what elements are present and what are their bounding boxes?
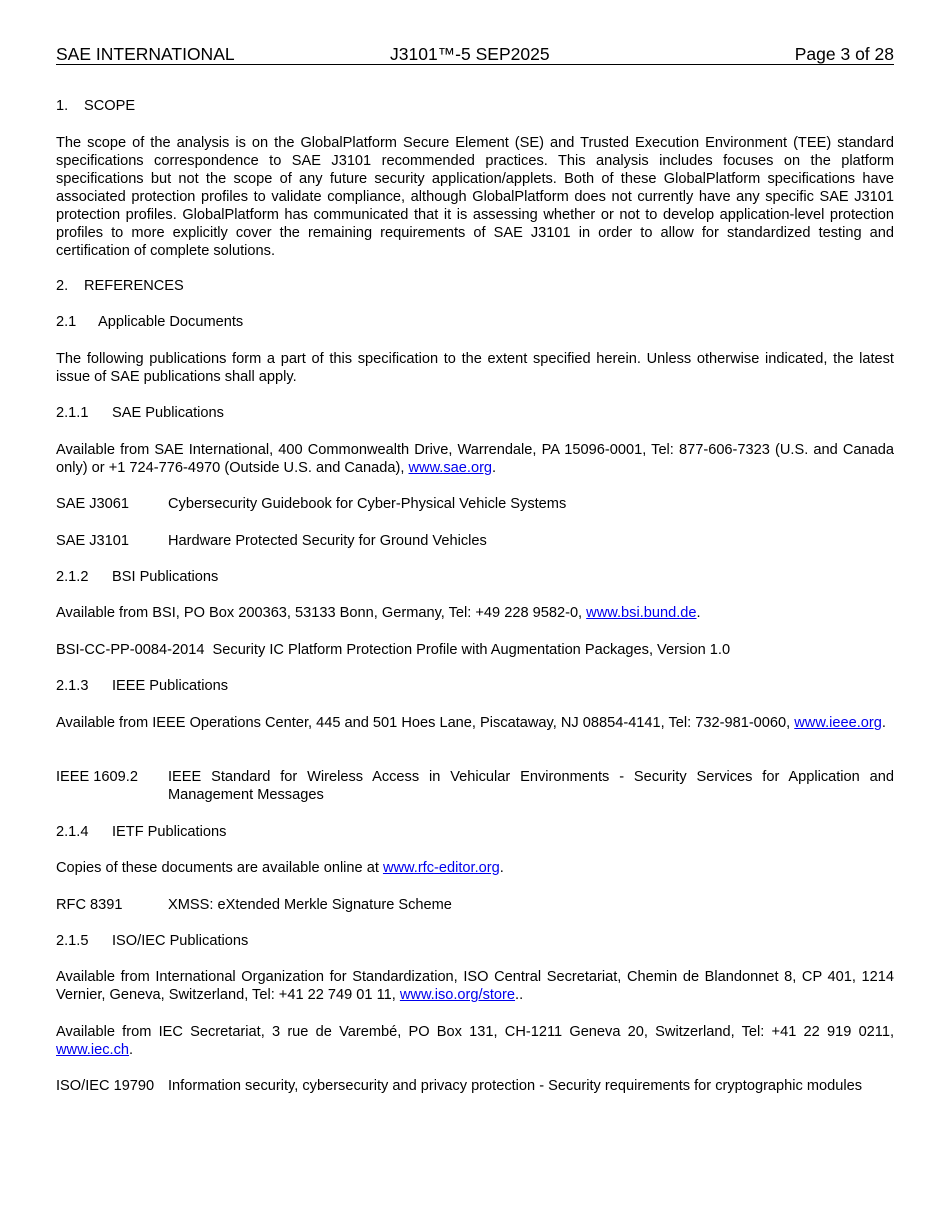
section-bsi-heading: 2.1.2 BSI Publications <box>56 569 219 585</box>
reference-item <box>56 495 894 513</box>
reference-title: Hardware Protected Security for Ground Vehicles <box>168 533 487 549</box>
reference-code: IEEE 1609.2 <box>56 769 138 785</box>
reference-item <box>56 1077 894 1095</box>
ieee-link[interactable]: www.ieee.org <box>794 715 882 731</box>
iso-availability: Available from International Organization for Standardization, ISO Central Secretariat, Chemin de Blandonnet 8, CP 401, 1214 Vernier, Geneva, Switzerland, Tel: +41 22 749 01 11, www.iso.org/store.. <box>56 969 894 1003</box>
page-header <box>56 44 894 65</box>
section-ieee-heading: 2.1.3 IEEE Publications <box>56 678 229 694</box>
section-sae-heading: 2.1.1 SAE Publications <box>56 405 224 421</box>
ietf-availability: Copies of these documents are available online at www.rfc-editor.org. <box>56 860 504 876</box>
reference-item <box>56 532 894 550</box>
reference-code: ISO/IEC 19790 <box>56 1078 155 1094</box>
section-scope-body: The scope of the analysis is on the GlobalPlatform Secure Element (SE) and Trusted Execution Environment (TEE) standard specifications correspondence to SAE J3101 recommended practices. This analysis includes focuses on the platform specifications but not the scope of any future security application/applets. Both of these GlobalPlatform specifications have associated protection profiles to validate compliance, although GlobalPlatform does not currently have any specific SAE J3101 protection profiles. GlobalPlatform has communicated that it is assessing whether or not to develop application-level protection profiles to more explicitly cover the remaining requirements of SAE J3101 in order to allow for standardized testing and certification of complete solutions. <box>56 135 894 259</box>
iec-link[interactable]: www.iec.ch <box>56 1042 129 1058</box>
header-doc-id: J3101™-5 SEP2025 <box>390 44 550 64</box>
reference-code: SAE J3061 <box>56 496 130 512</box>
reference-code: RFC 8391 <box>56 897 123 913</box>
reference-item <box>56 896 894 914</box>
bsi-link[interactable]: www.bsi.bund.de <box>586 605 697 621</box>
ietf-link[interactable]: www.rfc-editor.org <box>382 860 500 876</box>
reference-item <box>56 768 894 804</box>
ieee-availability: Available from IEEE Operations Center, 445 and 501 Hoes Lane, Piscataway, NJ 08854-4141, Tel: 732-981-0060, www.ieee.org. <box>56 715 886 731</box>
reference-title: XMSS: eXtended Merkle Signature Scheme <box>168 897 452 913</box>
sae-availability: Available from SAE International, 400 Commonwealth Drive, Warrendale, PA 15096-0001, Tel: 877-606-7323 (U.S. and Canada only) or +1 724-776-4970 (Outside U.S. and Canada), www.sae.org. <box>56 442 894 476</box>
sae-link[interactable]: www.sae.org <box>408 460 493 476</box>
reference-title: Information security, cybersecurity and privacy protection - Security requirements for cryptographic modules <box>168 1078 863 1094</box>
page-header-wrap <box>56 44 894 65</box>
iec-availability: Available from IEC Secretariat, 3 rue de Varembé, PO Box 131, CH-1211 Geneva 20, Switzerland, Tel: +41 22 919 0211, www.iec.ch. <box>56 1024 894 1058</box>
section-applicable-body: The following publications form a part of this specification to the extent specified herein. Unless otherwise indicated, the latest issue of SAE publications shall apply. <box>56 351 894 385</box>
bsi-reference-item: BSI-CC-PP-0084-2014 Security IC Platform Protection Profile with Augmentation Packages, Version 1.0 <box>56 642 731 658</box>
header-org: SAE INTERNATIONAL <box>56 44 235 64</box>
section-iso-heading: 2.1.5 ISO/IEC Publications <box>56 933 249 949</box>
section-references-heading: 2. REFERENCES <box>56 278 184 294</box>
section-applicable-heading: 2.1 Applicable Documents <box>56 314 244 330</box>
header-page-number: Page 3 of 28 <box>794 44 894 64</box>
reference-title: Cybersecurity Guidebook for Cyber-Physical Vehicle Systems <box>168 496 567 512</box>
reference-title: IEEE Standard for Wireless Access in Vehicular Environments - Security Services for Application and Management Messages <box>168 769 894 803</box>
reference-code: SAE J3101 <box>56 533 130 549</box>
iso-link[interactable]: www.iso.org/store <box>399 987 516 1003</box>
section-ietf-heading: 2.1.4 IETF Publications <box>56 824 227 840</box>
section-scope-heading: 1. SCOPE <box>56 98 136 114</box>
bsi-availability: Available from BSI, PO Box 200363, 53133 Bonn, Germany, Tel: +49 228 9582-0, www.bsi.bund.de. <box>56 605 701 621</box>
